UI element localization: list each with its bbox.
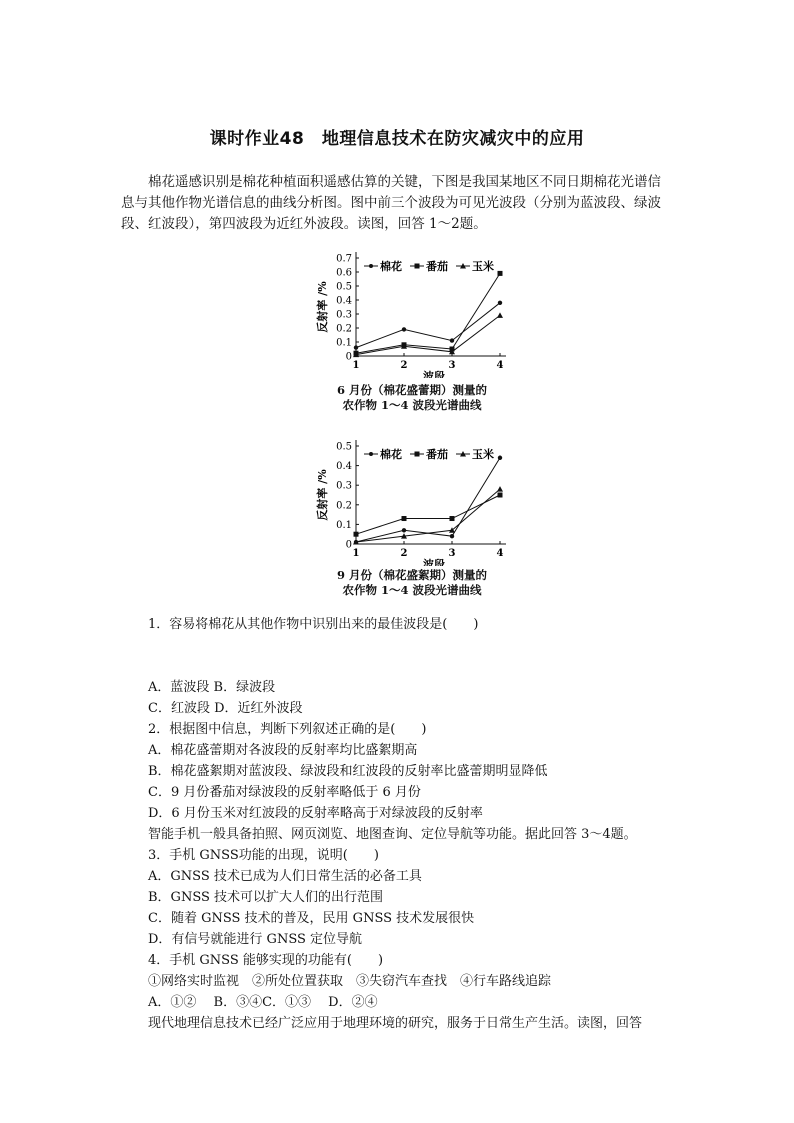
data-point-square xyxy=(450,516,455,521)
data-point-dot xyxy=(450,338,454,342)
question-3: 3．手机 GNSS功能的出现，说明( ) xyxy=(148,848,379,863)
intro-paragraph xyxy=(148,172,678,193)
series-line-square xyxy=(356,495,500,534)
intro-line-2: 息与其他作物光谱信息的曲线分析图。图中前三个波段为可见光波段（分别为蓝波段、绿波 xyxy=(121,195,661,211)
question-4: 4．手机 GNSS 能够实现的功能有( ) xyxy=(148,953,384,968)
stem-3-4: 智能手机一般具备拍照、网页浏览、地图查询、定位导航等功能。据此回答 3～4题。 xyxy=(148,827,637,842)
question-3-option-a: A．GNSS 技术已成为人们日常生活的必备工具 xyxy=(148,869,422,884)
legend-label: 棉花 xyxy=(380,260,402,273)
data-point-triangle xyxy=(497,312,503,318)
x-tick-label: 1 xyxy=(352,360,360,371)
question-4-options: A．①② B．③④C．①③ D．②④ xyxy=(148,995,378,1010)
data-point-dot xyxy=(402,327,406,331)
data-point-square xyxy=(402,516,407,521)
chart-june xyxy=(300,248,540,382)
question-1-options-ab: A．蓝波段 B．绿波段 xyxy=(148,680,276,695)
y-tick-label: 0.7 xyxy=(336,253,352,265)
closing-stem: 现代地理信息技术已经广泛应用于地理环境的研究，服务于日常生产生活。读图，回答 xyxy=(148,1016,643,1031)
question-2: 2．根据图中信息，判断下列叙述正确的是( ) xyxy=(148,722,427,737)
data-point-square xyxy=(498,493,503,498)
legend-label: 玉米 xyxy=(472,448,494,461)
chart-june-caption-line-1: 6 月份（棉花盛蕾期）测量的 xyxy=(336,383,487,397)
legend-label: 番茄 xyxy=(426,448,448,461)
y-tick-label: 0 xyxy=(345,351,352,363)
y-tick-label: 0.3 xyxy=(336,480,352,492)
chart-june-caption-line-2: 农作物 1～4 波段光谱曲线 xyxy=(342,398,482,412)
data-point-dot xyxy=(450,534,454,538)
x-tick-label: 1 xyxy=(352,548,360,559)
y-tick-label: 0.5 xyxy=(336,441,352,453)
chart-june-caption xyxy=(292,383,532,413)
y-axis-label: 反射率 /% xyxy=(316,281,329,333)
y-tick-label: 0.3 xyxy=(336,309,352,321)
x-tick-label: 4 xyxy=(496,360,504,371)
y-tick-label: 0.2 xyxy=(336,500,352,512)
data-point-square xyxy=(354,532,359,537)
x-tick-label: 4 xyxy=(496,548,504,559)
series-line-square xyxy=(356,273,500,353)
question-3-option-b: B．GNSS 技术可以扩大人们的出行范围 xyxy=(148,890,384,905)
y-tick-label: 0.4 xyxy=(336,461,352,473)
legend-marker-square xyxy=(415,452,420,457)
data-point-triangle xyxy=(497,486,503,492)
y-tick-label: 0 xyxy=(345,539,352,551)
data-point-dot xyxy=(498,456,502,460)
data-point-dot xyxy=(354,345,358,349)
x-axis-label: 波段 xyxy=(423,558,445,566)
chart-september-svg xyxy=(300,436,540,566)
chart-september-caption-line-1: 9 月份（棉花盛絮期）测量的 xyxy=(336,568,487,582)
x-tick-label: 3 xyxy=(448,548,456,559)
question-3-option-c: C．随着 GNSS 技术的普及，民用 GNSS 技术发展很快 xyxy=(148,911,475,926)
intro-line-1: 棉花遥感识别是棉花种植面积遥感估算的关键，下图是我国某地区不同日期棉花光谱信 xyxy=(148,174,661,190)
legend-marker-dot xyxy=(369,264,373,268)
data-point-dot xyxy=(402,528,406,532)
y-tick-label: 0.5 xyxy=(336,281,352,293)
question-2-option-b: B．棉花盛絮期对蓝波段、绿波段和红波段的反射率比盛蕾期明显降低 xyxy=(148,764,548,779)
question-2-option-c: C．9 月份番茄对绿波段的反射率略低于 6 月份 xyxy=(148,785,421,800)
chart-september xyxy=(300,436,540,570)
question-1-options-cd: C．红波段 D．近红外波段 xyxy=(148,701,303,716)
legend-marker-dot xyxy=(369,452,373,456)
legend-label: 玉米 xyxy=(472,260,494,273)
x-tick-label: 2 xyxy=(400,360,408,371)
question-2-option-d: D．6 月份玉米对红波段的反射率略高于对绿波段的反射率 xyxy=(148,806,483,821)
y-tick-label: 0.2 xyxy=(336,323,352,335)
data-point-dot xyxy=(498,301,502,305)
series-line-dot xyxy=(356,458,500,542)
x-tick-label: 3 xyxy=(448,360,456,371)
y-tick-label: 0.6 xyxy=(336,267,352,279)
chart-september-caption xyxy=(292,568,532,598)
legend-marker-square xyxy=(415,264,420,269)
y-tick-label: 0.1 xyxy=(336,337,352,349)
y-axis-label: 反射率 /% xyxy=(316,469,329,521)
legend-label: 番茄 xyxy=(426,260,448,273)
data-point-square xyxy=(498,271,503,276)
series-line-triangle xyxy=(356,489,500,542)
question-2-option-a: A．棉花盛蕾期对各波段的反射率均比盛絮期高 xyxy=(148,743,418,758)
question-3-option-d: D．有信号就能进行 GNSS 定位导航 xyxy=(148,932,363,947)
y-tick-label: 0.4 xyxy=(336,295,352,307)
x-axis-label: 波段 xyxy=(423,370,445,378)
question-1: 1．容易将棉花从其他作物中识别出来的最佳波段是( ) xyxy=(148,617,479,632)
legend-label: 棉花 xyxy=(380,448,402,461)
chart-june-svg xyxy=(300,248,540,378)
question-4-items: ①网络实时监视 ②所处位置获取 ③失窃汽车查找 ④行车路线追踪 xyxy=(148,974,552,989)
x-tick-label: 2 xyxy=(400,548,408,559)
chart-september-caption-line-2: 农作物 1～4 波段光谱曲线 xyxy=(342,583,482,597)
y-tick-label: 0.1 xyxy=(336,519,352,531)
page-title: 课时作业48 地理信息技术在防灾减灾中的应用 xyxy=(209,129,585,149)
intro-line-3: 段、红波段），第四波段为近红外波段。读图，回答 1～2题。 xyxy=(121,216,487,232)
series-line-dot xyxy=(356,303,500,348)
